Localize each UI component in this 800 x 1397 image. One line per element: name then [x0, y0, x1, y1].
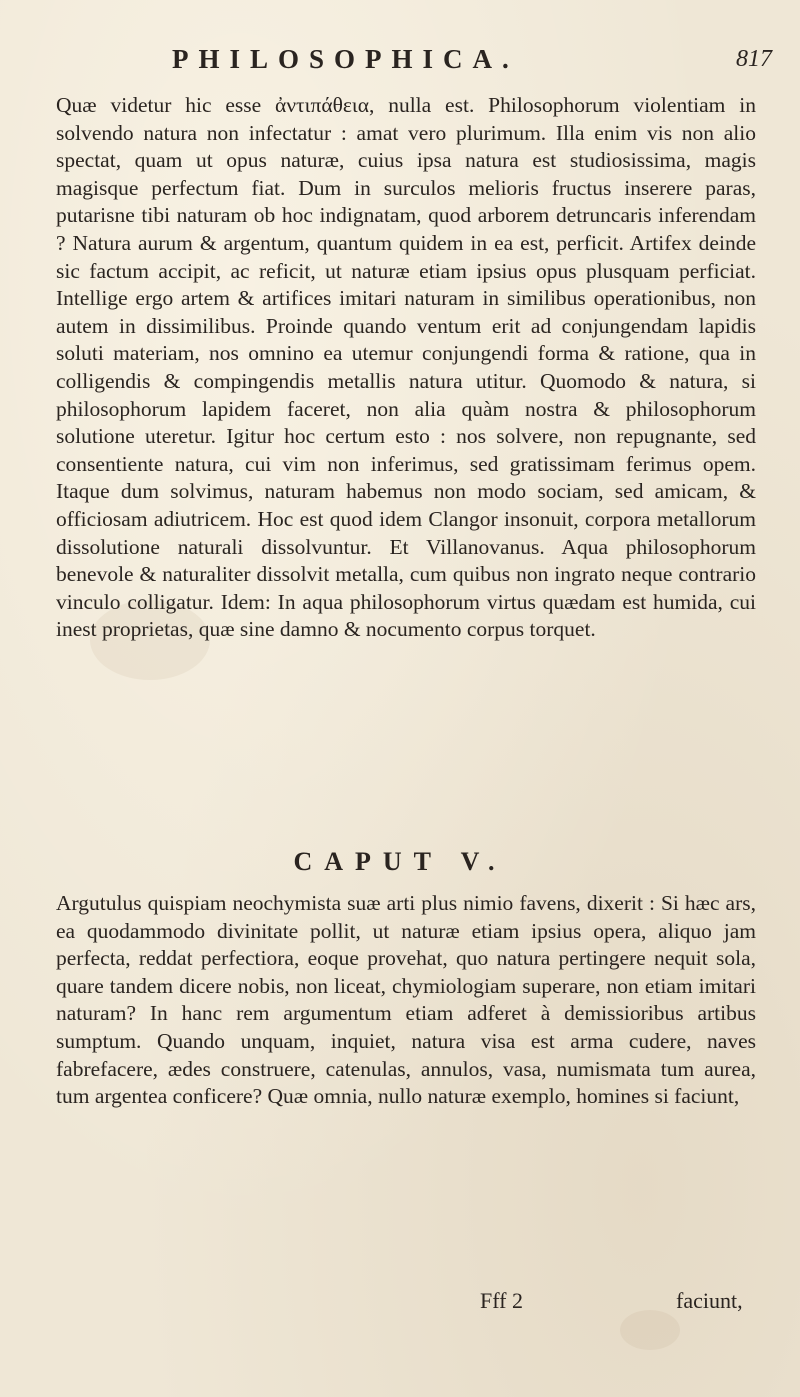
body-text [56, 92, 756, 644]
page-header [0, 44, 800, 84]
chapter-paragraph: Argutulus quispiam neochymista suæ arti plus nimio favens, dixerit : Si hæc ars, ea quodammodo divinitate pollit, ut naturæ etiam ipsius opera, aliquo jam perfecta, reddat perfectiora, eoque provehat, quo natura pertingere nequit sola, quare tandem dicere nobis, non liceat, chymiologiam superare, non etiam imitari naturam? In hanc rem argumentum etiam adferet à demissioribus artibus sumptum. Quando unquam, inquiet, natura visa est arma cudere, naves fabrefacere, ædes construere, catenulas, annulos, vasa, numismata tum aurea, tum argentea conficere? Quæ omnia, nullo naturæ exemplo, homines si faciunt, [56, 891, 756, 1109]
running-head: PHILOSOPHICA. [172, 44, 519, 74]
page-footer [0, 1288, 800, 1318]
signature-mark: Fff 2 [480, 1288, 523, 1313]
chapter-text [56, 890, 756, 1111]
catchword: faciunt, [676, 1288, 743, 1313]
page-number: 817 [736, 46, 772, 72]
paragraph: Quæ videtur hic esse ἀντιπάθεια, nulla est. Philosophorum violentiam in solvendo natura non infectatur : amat vero plurimum. Illa enim vis non alio spectat, quam ut opus naturæ, cuius ipsa natura est studiosissima, magis magisque perfectum fiat. Dum in surculos melioris fructus inserere paras, putarisne tibi naturam ob hoc indignatam, quod arborem detruncaris inferendam ? Natura aurum & argentum, quantum quidem in ea est, perficit. Artifex deinde sic factum accipit, ac reficit, ut naturæ etiam ipsius opus plusquam perficiat. Intellige ergo artem & artifices imitari naturam in similibus operationibus, non autem in dissimilibus. Proinde quando ventum erit ad conjungendam lapidis soluti materiam, nos omnino ea utemur conjungendi forma & ratione, qua in colligendis & compingendis metallis natura utitur. Quomodo & natura, si philosophorum lapidem faceret, non alia quàm nostra & philosophorum solutione uteretur. Igitur hoc certum esto : nos solvere, non repugnante, sed consentiente natura, cui vim non inferimus, sed gratissimam ferimus opem. Itaque dum solvimus, naturam habemus non modo sociam, sed amicam, & officiosam adiutricem. Hoc est quod idem Clangor insonuit, corpora metallorum dissolutione naturali dissolvuntur. Et Villanovanus. Aqua philosophorum benevole & naturaliter dissolvit metalla, cum quibus non ingrato neque contrario vinculo colligatur. Idem: In aqua philosophorum virtus quædam est humida, cui inest proprietas, quæ sine damno & nocumento corpus torquet. [56, 93, 756, 642]
chapter-heading: CAPUT V. [293, 847, 507, 876]
